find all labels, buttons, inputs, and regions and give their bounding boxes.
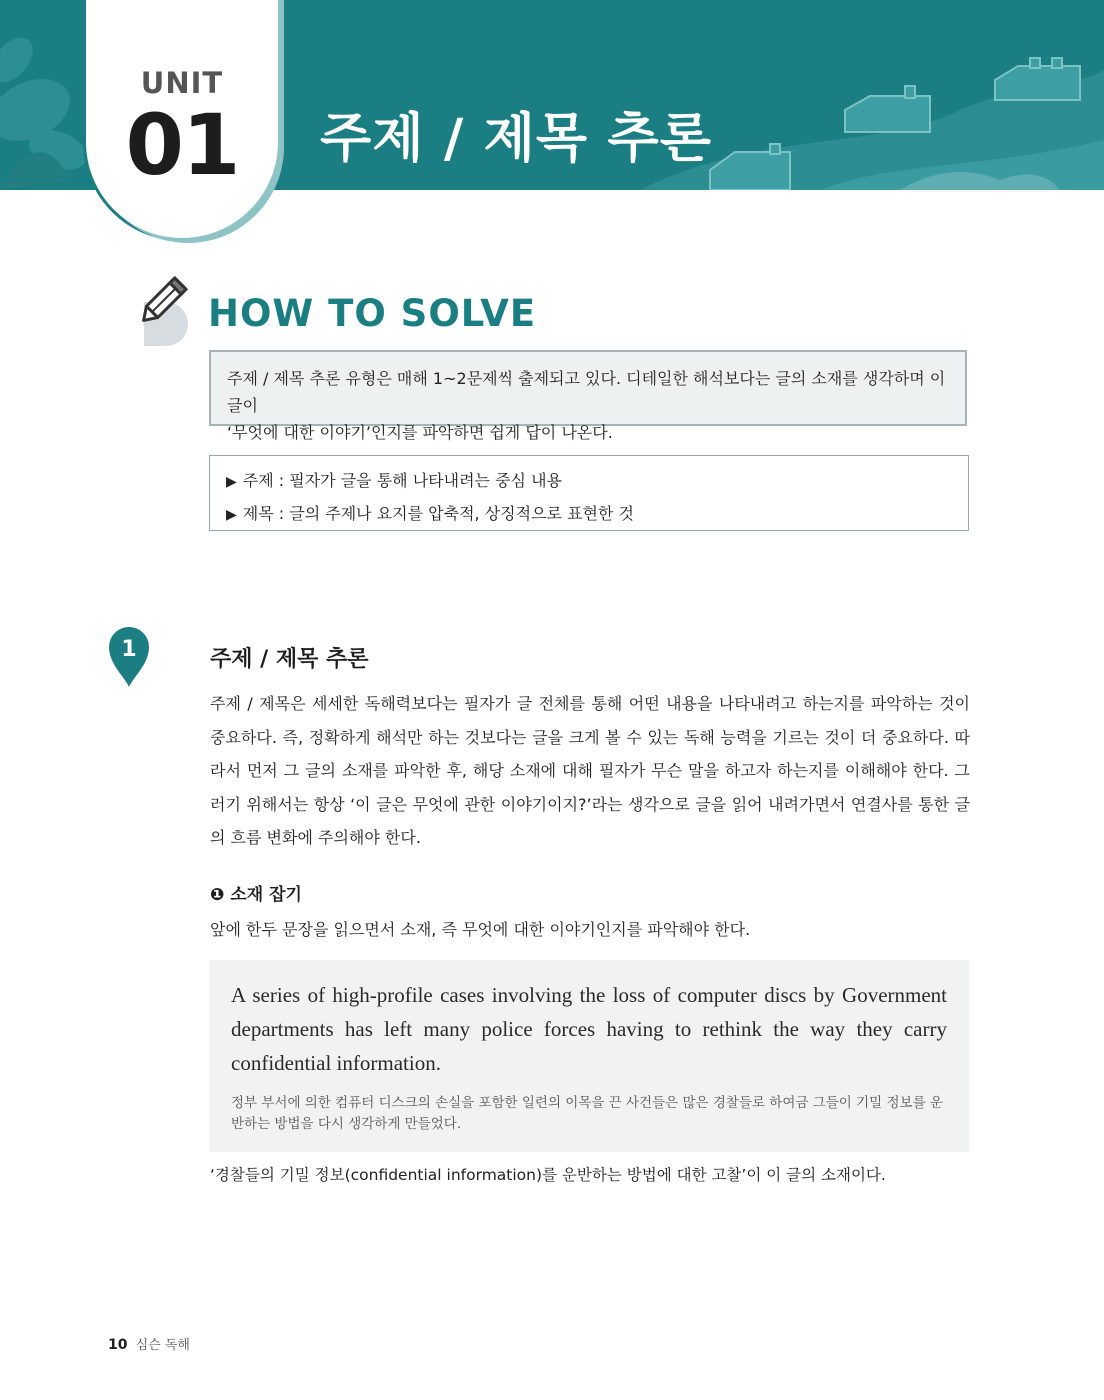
unit-title: 주제 / 제목 추론 <box>320 108 712 169</box>
example-translation: 정부 부서에 의한 컴퓨터 디스크의 손실을 포함한 일련의 이목을 끈 사건들은 많은 경찰들로 하여금 그들이 기밀 정보를 운반하는 방법을 다시 생각하게 만들었다. <box>231 1095 943 1132</box>
book-title: 심슨 독해 <box>135 1338 190 1353</box>
triangle-bullet-icon: ▶ <box>226 507 237 523</box>
unit-number: 01 <box>125 96 239 194</box>
how-to-solve-title: HOW TO SOLVE <box>208 292 537 335</box>
definition-topic: ▶ 주제 : 필자가 글을 통해 나타내려는 중심 내용 <box>226 471 562 490</box>
pencil-icon <box>132 274 192 346</box>
intro-line: ‘무엇에 대한 이야기’인지를 파악하면 쉽게 답이 나온다. <box>227 423 613 442</box>
page-number: 10 <box>108 1337 128 1353</box>
conclusion-text: ‘경찰들의 기밀 정보(confidential information)를 운반하는 방법에 대한 고찰’이 이 글의 소재이다. <box>210 1166 886 1184</box>
subsection-description: 앞에 한두 문장을 읽으면서 소재, 즉 무엇에 대한 이야기인지를 파악해야 한다. <box>210 920 751 939</box>
intro-line: 주제 / 제목 추론 유형은 매해 1~2문제씩 출제되고 있다. 디테일한 해석보다는 글의 소재를 생각하며 이 글이 <box>227 369 946 415</box>
section-title: 주제 / 제목 추론 <box>210 647 369 672</box>
definition-title: ▶ 제목 : 글의 주제나 요지를 압축적, 상징적으로 표현한 것 <box>226 504 634 523</box>
definition-box <box>209 455 969 531</box>
section-body: 주제 / 제목은 세세한 독해력보다는 필자가 글 전체를 통해 어떤 내용을 나타내려고 하는지를 파악하는 것이 중요하다. 즉, 정확하게 해석만 하는 것보다는 글을 크게 볼 수 있는 독해 능력을 기르는 것이 더 중요하다. 따라서 먼저 그 글의 소재를 파악한 후, 해당 소재에 대해 필자가 무슨 말을 하고자 하는지를 이해해야 한다. 그러기 위해서는 항상 ‘이 글은 무엇에 관한 이야기이지?’라는 생각으로 글을 읽어 내려가면서 연결사를 통한 글의 흐름 변화에 주의해야 한다. <box>210 694 970 847</box>
section-number: 1 <box>121 637 137 662</box>
subsection-title: ❶ 소재 잡기 <box>210 885 302 905</box>
page-footer <box>108 1334 190 1353</box>
example-box <box>209 960 969 1152</box>
unit-label: UNIT <box>140 66 224 100</box>
intro-box <box>209 350 967 442</box>
example-english: A series of high-profile cases involving the loss of computer discs by Government departments has left many police forces having to rethink the way they carry confidential information. <box>231 983 947 1075</box>
triangle-bullet-icon: ▶ <box>226 474 237 490</box>
